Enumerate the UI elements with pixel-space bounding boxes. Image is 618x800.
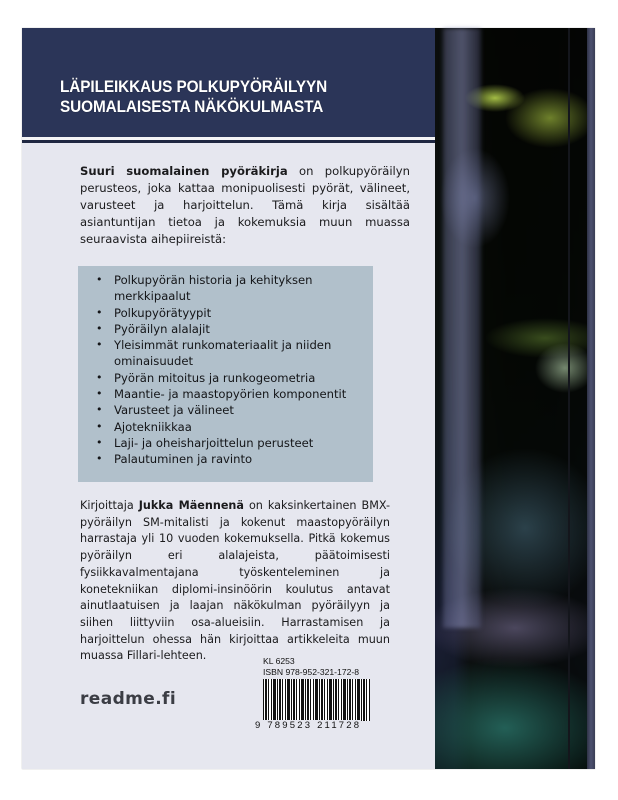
isbn-barcode-block bbox=[255, 656, 373, 731]
header-divider-dark bbox=[22, 140, 435, 143]
topic-item: • Ajotekniikkaa bbox=[96, 419, 365, 435]
header-band bbox=[22, 28, 435, 137]
library-class-code: KL 6253 bbox=[263, 656, 295, 666]
author-name: Jukka Mäennenä bbox=[138, 499, 244, 512]
barcode-digits-text: 9 789523 211728 bbox=[255, 720, 362, 731]
barcode-digits bbox=[255, 720, 361, 731]
author-text: on kaksinkertainen BMX-pyöräilyn SM-mitalisti ja kokenut maastopyöräilyn harrastaja yli 10 vuoden kokemuksella. Pitkä kokemus pyöräilyn eri alalajeista, päätoimisesti fysiikkavalmentajana työskenteleminen ja konetekniikan diplomi-insinöörin koulutus antavat ainutlaatuisen ja laajan näkökulman pyöräilyyn ja siihen liittyviin osa-alueisiin. Harrastamisen ja harjoittelun ohessa hän kirjoittaa artikkeleita muun muassa Fillari-lehteen. bbox=[80, 499, 390, 663]
spine-hinge-line bbox=[568, 28, 570, 769]
topic-item: • Varusteet ja välineet bbox=[96, 402, 365, 418]
headline-line-2: SUOMALAISESTA NÄKÖKULMASTA bbox=[60, 98, 324, 116]
author-paragraph bbox=[80, 498, 390, 665]
isbn-number: ISBN 978-952-321-172-8 bbox=[263, 667, 360, 677]
topic-item: • Pyörän mitoitus ja runkogeometria bbox=[96, 370, 365, 386]
topics-box bbox=[78, 266, 373, 482]
topic-item: • Yleisimmät runkomateriaalit ja niiden ominaisuudet bbox=[96, 337, 365, 370]
topic-item: • Polkupyörän historia ja kehityksen merkkipaalut bbox=[96, 272, 365, 305]
headline-line-1: LÄPILEIKKAUS POLKUPYÖRÄILYYN bbox=[60, 78, 328, 96]
author-lead: Kirjoittaja bbox=[80, 499, 139, 512]
topic-item: • Palautuminen ja ravinto bbox=[96, 451, 365, 467]
intro-bold-lead: Suuri suomalainen pyöräkirja bbox=[80, 164, 288, 178]
topic-item: • Maantie- ja maastopyörien komponentit bbox=[96, 386, 365, 402]
topic-item: • Pyöräilyn alalajit bbox=[96, 321, 365, 337]
tree-trunk-blur bbox=[443, 28, 481, 628]
forest-trail-photo bbox=[435, 28, 595, 769]
spine-edge bbox=[587, 28, 595, 769]
barcode-icon bbox=[263, 679, 370, 721]
intro-paragraph bbox=[80, 163, 410, 248]
intro-text: on polkupyöräilyn perusteos, joka kattaa monipuolisesti pyörät, välineet, varusteet ja harjoittelun. Tämä kirja sisältää asiantuntijan tietoa ja kokemuksia muun muassa seuraavista aihepiireistä: bbox=[80, 164, 410, 246]
topics-list bbox=[96, 272, 365, 468]
back-cover-headline bbox=[60, 77, 327, 117]
topic-item: • Laji- ja oheisharjoittelun perusteet bbox=[96, 435, 365, 451]
topic-item: • Polkupyörätyypit bbox=[96, 305, 365, 321]
publisher-logo: readme.fi bbox=[80, 689, 177, 709]
book-back-cover bbox=[22, 28, 595, 769]
